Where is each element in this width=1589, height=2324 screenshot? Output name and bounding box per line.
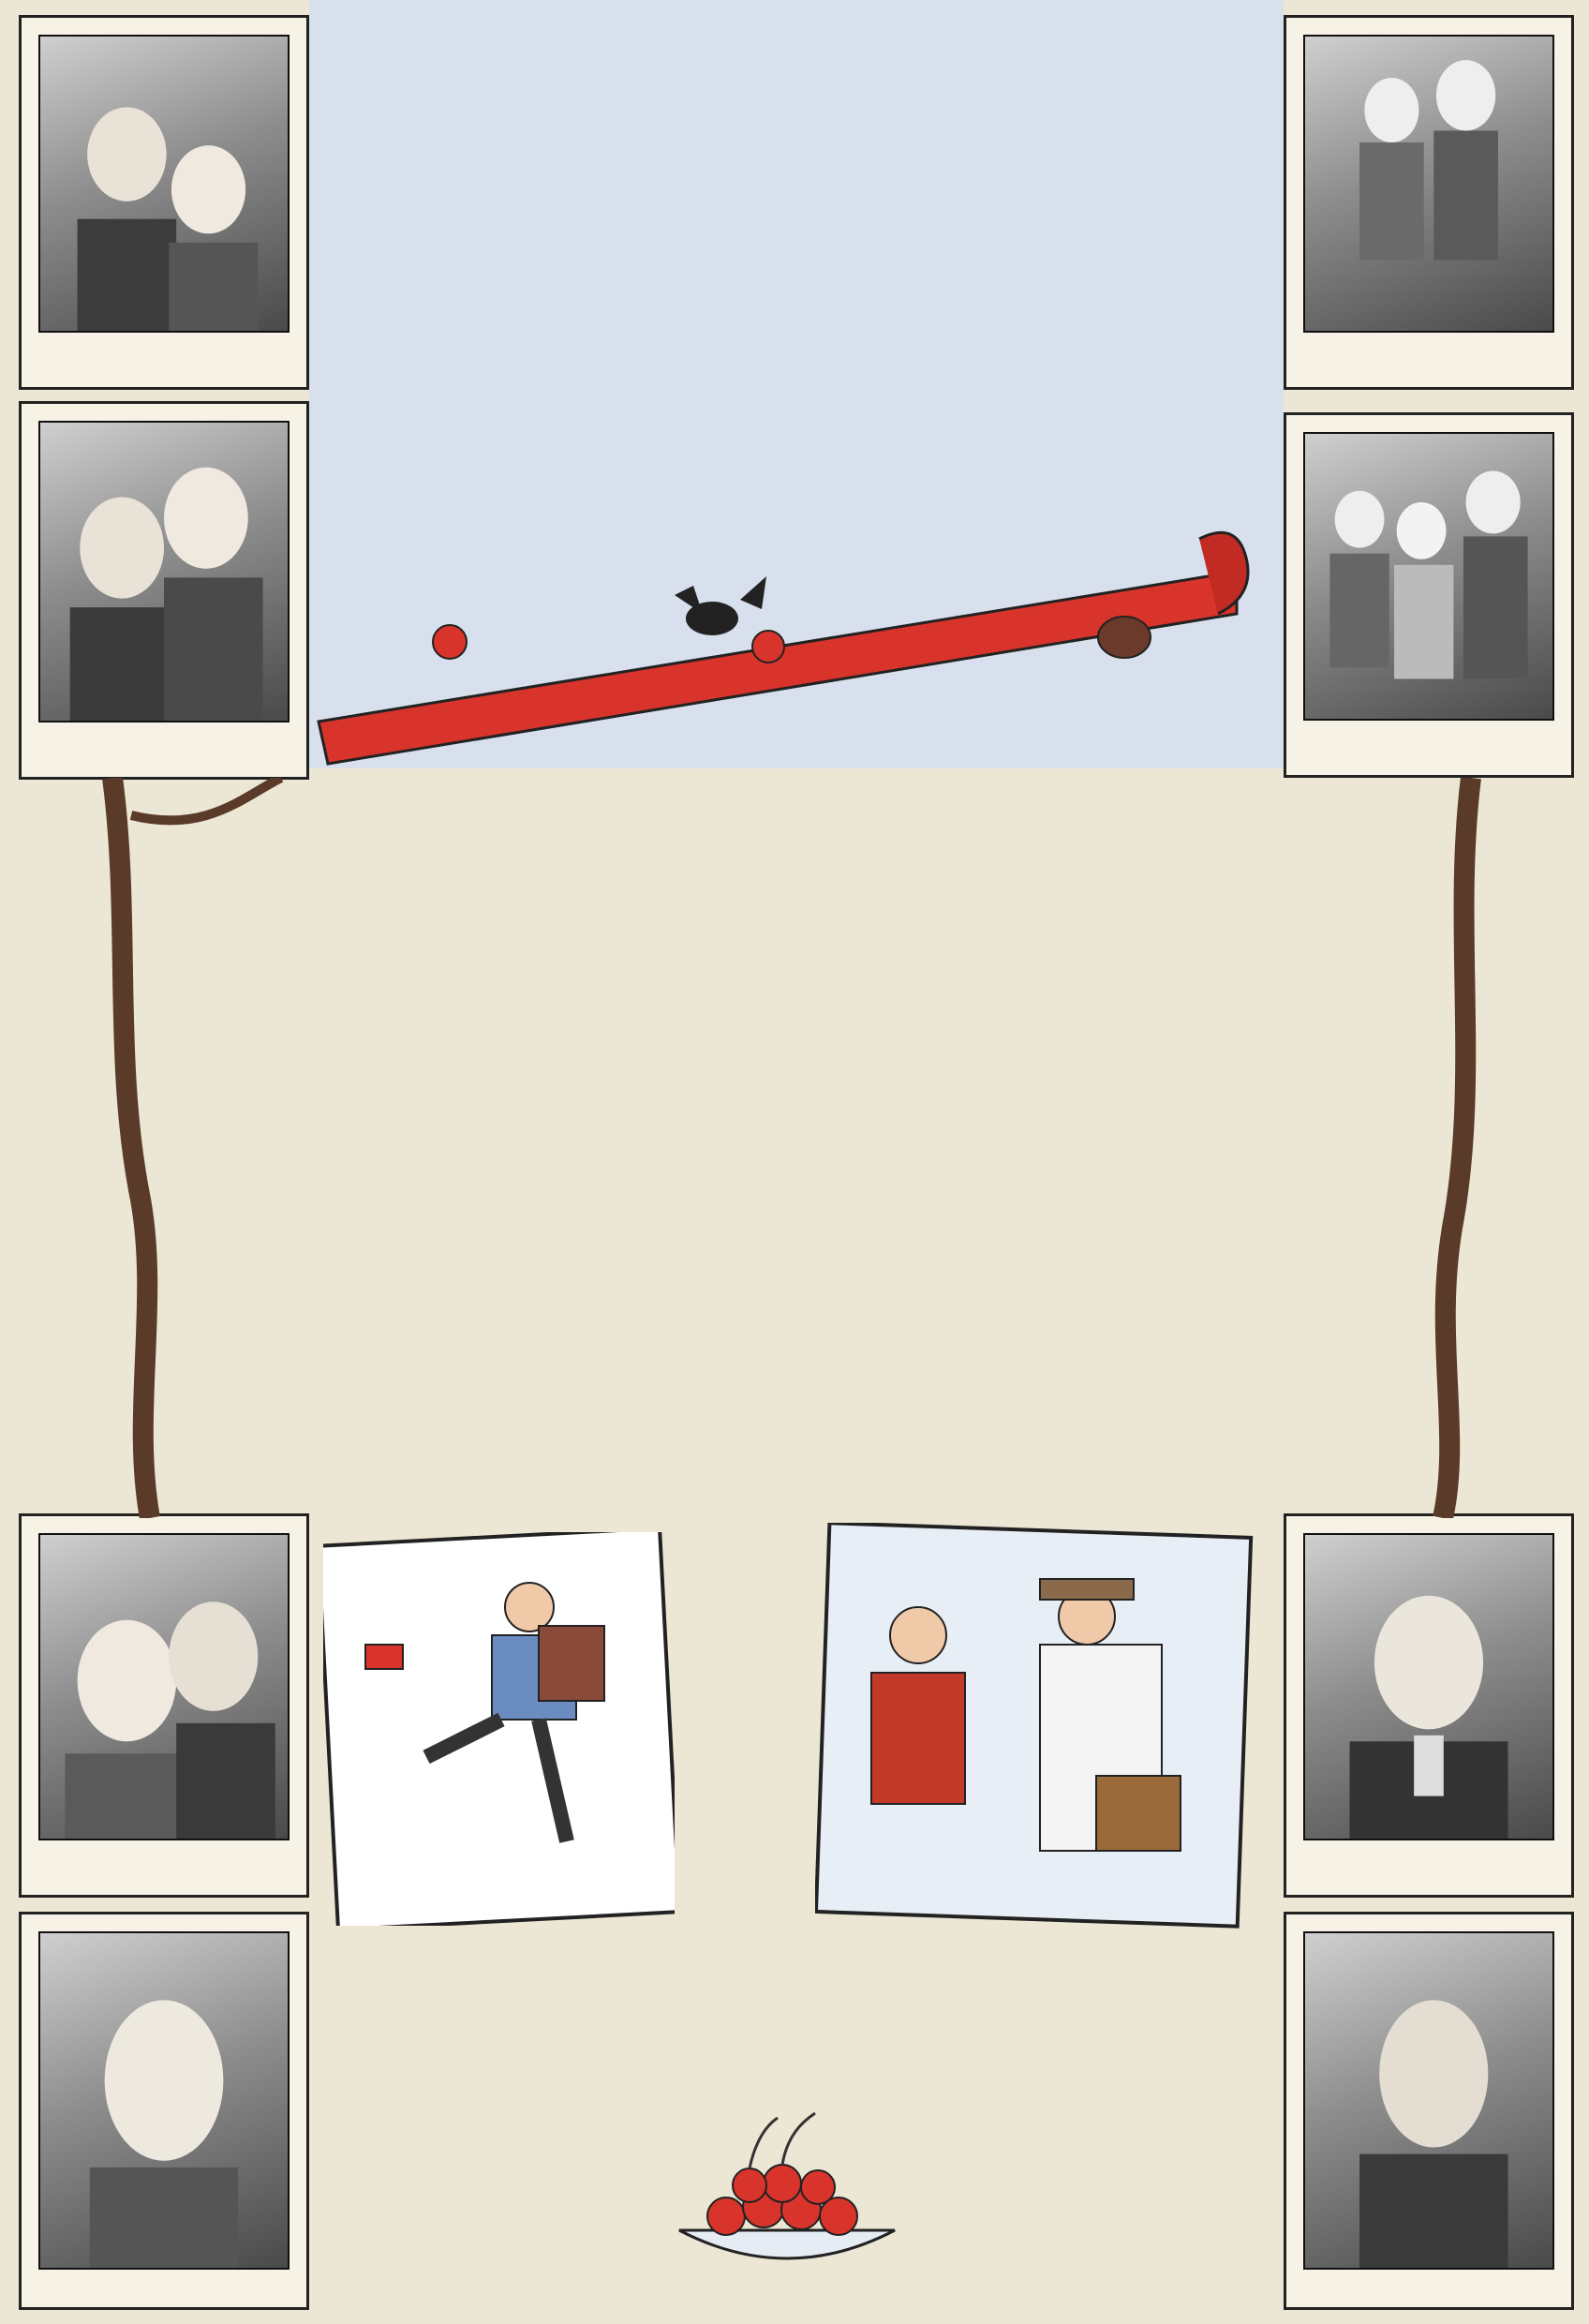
photo-card-gerda (19, 1513, 309, 1898)
page-title (319, 7, 1265, 73)
bird-icon (1098, 617, 1151, 658)
photo-card-falko (1284, 1912, 1574, 2310)
article-col-1 (323, 806, 764, 815)
photo-hansi-christi-franzi (1303, 432, 1554, 721)
cherry-garland-top (328, 66, 1265, 141)
cherry-bowl-icon (661, 2108, 913, 2277)
photo-rudi-peter (38, 421, 290, 723)
bist-du-auch-so-heading (684, 1513, 843, 1813)
photo-friedl-heini (38, 35, 290, 333)
photo-card-franzi (1284, 15, 1574, 390)
cherry-tree-left (0, 778, 309, 1518)
photo-franzi-rudi (1303, 35, 1554, 333)
photo-emus (1303, 1533, 1554, 1840)
photo-card-klaus (19, 1912, 309, 2310)
photo-klaus (38, 1931, 290, 2270)
namenstag-heading (323, 1832, 1260, 1949)
photo-card-emus (1284, 1513, 1574, 1898)
bird-icon (675, 576, 766, 635)
cherry-tree-right (1284, 778, 1589, 1518)
photo-card-friedl (19, 15, 309, 390)
article-col-2 (829, 806, 1274, 817)
letters-section (365, 161, 1218, 171)
photo-gerda (38, 1533, 290, 1840)
photo-card-rudi (19, 401, 309, 780)
photo-falko (1303, 1931, 1554, 2270)
banner-ribbon (300, 487, 1255, 768)
photo-card-hansi (1284, 412, 1574, 778)
